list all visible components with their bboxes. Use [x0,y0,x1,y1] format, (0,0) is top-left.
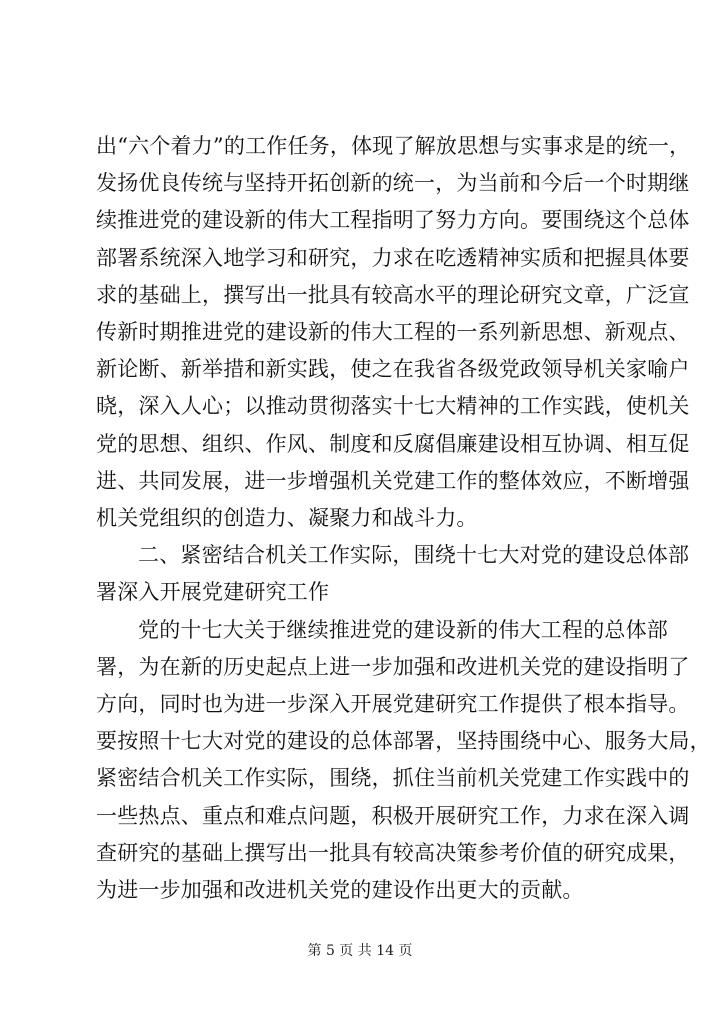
text-line: 晓，深入人心；以推动贯彻落实十七大精神的工作实践，使机关 [96,394,690,419]
text-line: 新论断、新举措和新实践，使之在我省各级党政领导机关家喻户 [96,357,690,382]
text-line: 传新时期推进党的建设新的伟大工程的一系列新思想、新观点、 [96,320,690,345]
text-line: 机关党组织的创造力、凝聚力和战斗力。 [96,506,478,531]
text-line: 紧密结合机关工作实际，围绕，抓住当前机关党建工作实践中的 [96,766,690,791]
text-line: 进、共同发展，进一步增强机关党建工作的整体效应，不断增强 [96,468,690,493]
text-line: 方向，同时也为进一步深入开展党建研究工作提供了根本指导。 [96,692,690,717]
text-line: 求的基础上，撰写出一批具有较高水平的理论研究文章，广泛宣 [96,282,690,307]
text-line: 一些热点、重点和难点问题，积极开展研究工作，力求在深入调 [96,803,690,828]
page-number-footer: 第 5 页 共 14 页 [307,943,413,959]
text-line: 出“六个着力”的工作任务，体现了解放思想与实事求是的统一， [96,134,691,158]
text-line: 为进一步加强和改进机关党的建设作出更大的贡献。 [96,878,584,903]
text-line: 党的十七大关于继续推进党的建设新的伟大工程的总体部 [138,617,668,642]
paragraph-continuation [96,128,691,537]
text-line: 部署系统深入地学习和研究，力求在吃透精神实质和把握具体要 [96,245,690,270]
paragraph-body [96,612,711,910]
section-heading [96,537,690,611]
text-line: 要按照十七大对党的建设的总体部署，坚持围绕中心、服务大局， [96,729,711,754]
text-line: 署，为在新的历史起点上进一步加强和改进机关党的建设指明了 [96,654,690,679]
text-line: 续推进党的建设新的伟大工程指明了努力方向。要围绕这个总体 [96,208,690,233]
heading-line: 署深入开展党建研究工作 [96,580,330,605]
heading-line: 二、紧密结合机关工作实际，围绕十七大对党的建设总体部 [138,543,690,568]
text-line: 党的思想、组织、作风、制度和反腐倡廉建设相互协调、相互促 [96,431,690,456]
document-body [96,128,711,909]
text-line: 发扬优良传统与坚持开拓创新的统一，为当前和今后一个时期继 [96,171,690,196]
text-line: 查研究的基础上撰写出一批具有较高决策参考价值的研究成果， [96,840,690,865]
